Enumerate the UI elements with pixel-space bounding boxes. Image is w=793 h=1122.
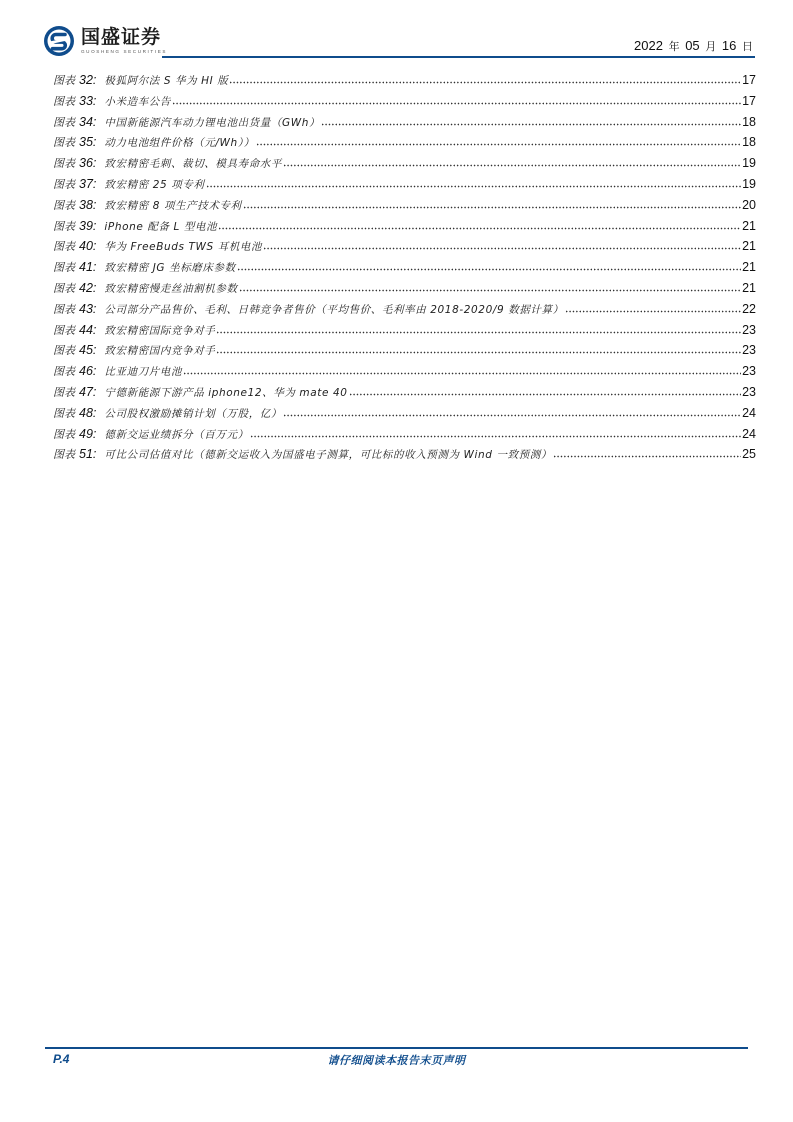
toc-entry-prefix: 图表 [53,302,75,316]
toc-entry-title[interactable]: 致宏精密 25 项专利 [104,178,205,191]
dot-leader [349,385,742,397]
toc-entry[interactable] [53,257,756,278]
toc-entry-prefix: 图表 [53,365,75,379]
toc-entry-title[interactable]: 可比公司估值对比（德新交运收入为国盛电子测算，可比标的收入预测为 Wind 一致预测） [104,449,552,462]
toc-entry-title[interactable]: 动力电池组件价格（元/Wh）） [104,137,255,150]
page-header [0,0,793,70]
toc-entry-number: 46: [79,364,97,379]
date-day-unit: 日 [742,40,753,53]
toc-entry-prefix: 图表 [53,74,75,87]
toc-entry-number: 45: [79,343,97,358]
toc-entry-number: 47: [79,384,97,399]
toc-entry-prefix: 图表 [53,115,75,129]
toc-entry-number: 42: [79,280,97,295]
toc-entry-prefix: 图表 [53,136,75,150]
toc-entry-page[interactable]: 23 [742,343,756,358]
toc-entry-page[interactable]: 21 [742,218,756,233]
dot-leader [283,406,741,418]
toc-entry-page[interactable]: 23 [742,384,756,399]
toc-entry[interactable] [53,320,756,341]
dot-leader [283,156,741,168]
logo-chinese-name: 国盛证券 [81,26,162,48]
toc-entry-title[interactable]: 华为 FreeBuds TWS 耳机电池 [104,241,263,254]
toc-entry[interactable] [53,361,756,382]
date-day: 16 [721,38,737,53]
toc-entry-page[interactable]: 24 [742,405,756,420]
toc-entry[interactable] [53,153,756,174]
toc-entry-prefix: 图表 [53,448,75,462]
toc-entry[interactable] [53,70,756,91]
disclaimer-note: 请仔细阅读本报告末页声明 [327,1054,466,1067]
toc-entry-title[interactable]: 公司部分产品售价、毛利、日韩竞争者售价（平均售价、毛利率由 2018-2020/9 数据计算） [104,303,564,316]
toc-entry-page[interactable]: 22 [742,301,756,316]
toc-entry-number: 49: [79,426,97,441]
toc-entry-title[interactable]: 致宏精密毛刺、裁切、模具寿命水平 [104,158,282,171]
toc-entry[interactable] [53,236,756,257]
dot-leader [229,73,741,85]
toc-entry-title[interactable]: 致宏精密慢走丝油割机参数 [104,282,238,295]
page-number: P.4 [53,1052,70,1066]
toc-entry-number: 33: [79,93,97,108]
toc-entry-prefix: 图表 [53,177,75,191]
toc-entry-prefix: 图表 [53,281,75,295]
dot-leader [553,447,741,459]
toc-entry[interactable] [53,444,756,465]
toc-entry[interactable] [53,403,756,424]
toc-entry-prefix: 图表 [53,157,75,171]
toc-entry-number: 36: [79,156,97,171]
toc-entry-number: 43: [79,301,97,316]
date-month: 05 [685,38,700,53]
toc-entry-title[interactable]: 德新交运业绩拆分（百万元） [104,428,249,441]
toc-entry-page[interactable]: 19 [742,176,756,191]
dot-leader [216,343,741,355]
date-year-unit: 年 [668,40,680,53]
toc-entry-prefix: 图表 [53,385,75,399]
dot-leader [263,239,741,251]
dot-leader [256,135,741,147]
footer-divider [45,1047,748,1049]
toc-entry[interactable] [53,112,756,133]
toc-entry-number: 34: [79,114,97,129]
toc-entry-prefix: 图表 [53,240,75,254]
toc-entry-page[interactable]: 18 [742,135,756,150]
toc-entry-page[interactable]: 24 [742,426,756,441]
dot-leader [216,323,741,335]
toc-entry-page[interactable]: 23 [742,364,756,379]
toc-entry[interactable] [53,195,756,216]
toc-entry-page[interactable]: 21 [742,239,756,254]
date-month-unit: 月 [705,40,717,53]
dot-leader [243,198,741,210]
dot-leader [206,177,742,189]
toc-entry-number: 48: [79,405,97,420]
toc-entry-number: 44: [79,322,97,337]
toc-entry[interactable] [53,216,756,237]
toc-entry-page[interactable]: 19 [742,156,756,171]
dot-leader [218,219,741,231]
toc-entry-page[interactable]: 21 [742,280,756,295]
toc-entry-page[interactable]: 23 [742,322,756,337]
toc-entry[interactable] [53,382,756,403]
dot-leader [250,427,741,439]
toc-entry-number: 40: [79,239,97,254]
toc-entry-prefix: 图表 [53,344,75,358]
company-logo [43,25,167,57]
toc-entry-number: 38: [79,197,97,212]
toc-entry[interactable] [53,299,756,320]
toc-entry-page[interactable]: 25 [742,447,756,462]
toc-entry-title[interactable]: 比亚迪刀片电池 [104,366,183,379]
dot-leader [565,302,741,314]
toc-entry-title[interactable]: 中国新能源汽车动力锂电池出货量（GWh） [104,116,321,129]
date-year: 2022 [634,38,663,53]
toc-entry-title[interactable]: 公司股权激励摊销计划（万股，亿） [104,407,282,420]
toc-entry[interactable] [53,424,756,445]
toc-entry-prefix: 图表 [53,94,75,108]
dot-leader [172,94,741,106]
toc-entry[interactable] [53,278,756,299]
toc-entry[interactable] [53,174,756,195]
toc-entry-page[interactable]: 21 [742,260,756,275]
toc-entry[interactable] [53,340,756,361]
toc-entry-title[interactable]: iPhone 配备 L 型电池 [104,220,218,233]
toc-entry-number: 37: [79,176,97,191]
figure-index-list [53,70,756,465]
guosheng-logo-icon [43,25,75,57]
toc-entry-title[interactable]: 致宏精密国际竞争对手 [104,324,216,337]
toc-entry-prefix: 图表 [53,323,75,337]
header-divider [162,56,755,58]
toc-entry-page[interactable]: 20 [742,197,756,212]
toc-entry-page[interactable]: 18 [742,114,756,129]
toc-entry-number: 35: [79,135,97,150]
toc-entry-number: 39: [79,218,97,233]
dot-leader [321,115,741,127]
toc-entry-title[interactable]: 宁德新能源下游产品 iphone12、华为 mate 40 [104,386,348,399]
dot-leader [239,281,742,293]
toc-entry-number: 51: [79,447,97,462]
toc-entry-title[interactable]: 小米造车公告 [104,95,171,108]
toc-entry-page[interactable]: 17 [742,73,756,87]
toc-entry-title[interactable]: 极狐阿尔法 S 华为 HI 版 [104,75,229,87]
dot-leader [237,260,741,272]
report-date [634,38,755,54]
toc-entry-prefix: 图表 [53,219,75,233]
toc-entry-page[interactable]: 17 [742,93,756,108]
toc-entry-number: 41: [79,260,97,275]
toc-entry-title[interactable]: 致宏精密 8 项生产技术专利 [104,199,242,212]
toc-entry[interactable] [53,132,756,153]
toc-entry-number: 32: [79,73,97,87]
toc-entry-prefix: 图表 [53,406,75,420]
toc-entry[interactable] [53,91,756,112]
logo-english-name: GUOSHENG SECURITIES [81,49,168,54]
toc-entry-prefix: 图表 [53,261,75,275]
toc-entry-title[interactable]: 致宏精密 JG 坐标磨床参数 [104,262,236,275]
toc-entry-prefix: 图表 [53,427,75,441]
toc-entry-prefix: 图表 [53,198,75,212]
dot-leader [183,364,741,376]
toc-entry-title[interactable]: 致宏精密国内竞争对手 [104,345,216,358]
